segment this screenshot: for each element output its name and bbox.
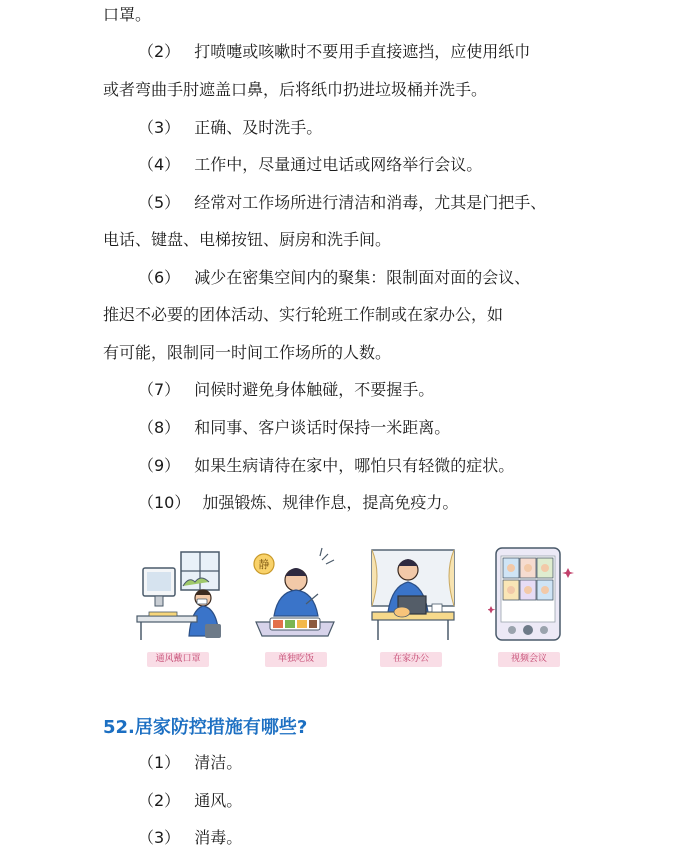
item-number: （3）	[138, 828, 181, 847]
item-number: （8）	[138, 418, 181, 437]
quiet-badge-text: 静	[258, 558, 270, 571]
item-number: （5）	[138, 193, 181, 212]
list-item	[138, 417, 450, 439]
item-number: （7）	[138, 380, 181, 399]
item-text: 如果生病请待在家中，哪怕只有轻微的症状。	[194, 456, 515, 475]
item-number: （2）	[138, 42, 181, 61]
list-item	[138, 154, 482, 176]
item-text: 消毒。	[194, 828, 243, 847]
item-number: （4）	[138, 155, 181, 174]
eating-alone-icon	[250, 546, 340, 642]
item-text: 通风。	[194, 791, 243, 810]
caption-video-meeting: 视频会议	[498, 652, 560, 667]
list-item	[138, 41, 530, 63]
item-text: 打喷嚏或咳嗽时不要用手直接遮挡，应使用纸巾	[194, 42, 531, 61]
text-line	[103, 342, 391, 364]
text-line	[103, 304, 503, 326]
caption-work-from-home: 在家办公	[380, 652, 442, 667]
text-line	[103, 229, 391, 251]
item-number: （10）	[138, 493, 191, 512]
ventilation-mask-icon	[135, 546, 225, 642]
list-item	[138, 492, 458, 514]
item-number: （9）	[138, 456, 181, 475]
item-text: 经常对工作场所进行清洁和消毒，尤其是门把手、	[194, 193, 547, 212]
item-text: 工作中，尽量通过电话或网络举行会议。	[194, 155, 483, 174]
item-number: （6）	[138, 268, 181, 287]
list-item	[138, 752, 242, 774]
item-text: 加强锻炼、规律作息，提高免疫力。	[202, 493, 459, 512]
video-meeting-icon	[488, 546, 578, 642]
list-item	[138, 192, 546, 214]
caption-eating-alone: 单独吃饭	[265, 652, 327, 667]
item-text: 正确、及时洗手。	[194, 118, 323, 137]
text-line	[103, 79, 487, 101]
item-text: 问候时避免身体触碰，不要握手。	[194, 380, 435, 399]
text-fragment: 口罩。	[103, 5, 152, 24]
list-item	[138, 790, 242, 812]
list-item	[138, 379, 434, 401]
list-item	[138, 827, 242, 849]
list-item	[138, 117, 322, 139]
item-text: 和同事、客户谈话时保持一米距离。	[194, 418, 451, 437]
item-number: （2）	[138, 791, 181, 810]
item-text: 或者弯曲手肘遮盖口鼻，后将纸巾扔进垃圾桶并洗手。	[103, 80, 488, 99]
section-heading: 52.居家防控措施有哪些?	[103, 717, 308, 738]
item-text: 电话、键盘、电梯按钮、厨房和洗手间。	[103, 230, 392, 249]
item-text: 有可能，限制同一时间工作场所的人数。	[103, 343, 392, 362]
caption-ventilation: 通风戴口罩	[147, 652, 209, 667]
item-text: 减少在密集空间内的聚集：限制面对面的会议、	[194, 268, 531, 287]
list-item	[138, 455, 514, 477]
item-number: （1）	[138, 753, 181, 772]
item-number: （3）	[138, 118, 181, 137]
item-text: 清洁。	[194, 753, 243, 772]
item-text: 推迟不必要的团体活动、实行轮班工作制或在家办公，如	[103, 305, 504, 324]
text-line	[103, 4, 151, 26]
list-item	[138, 267, 530, 289]
work-from-home-icon	[368, 546, 458, 642]
